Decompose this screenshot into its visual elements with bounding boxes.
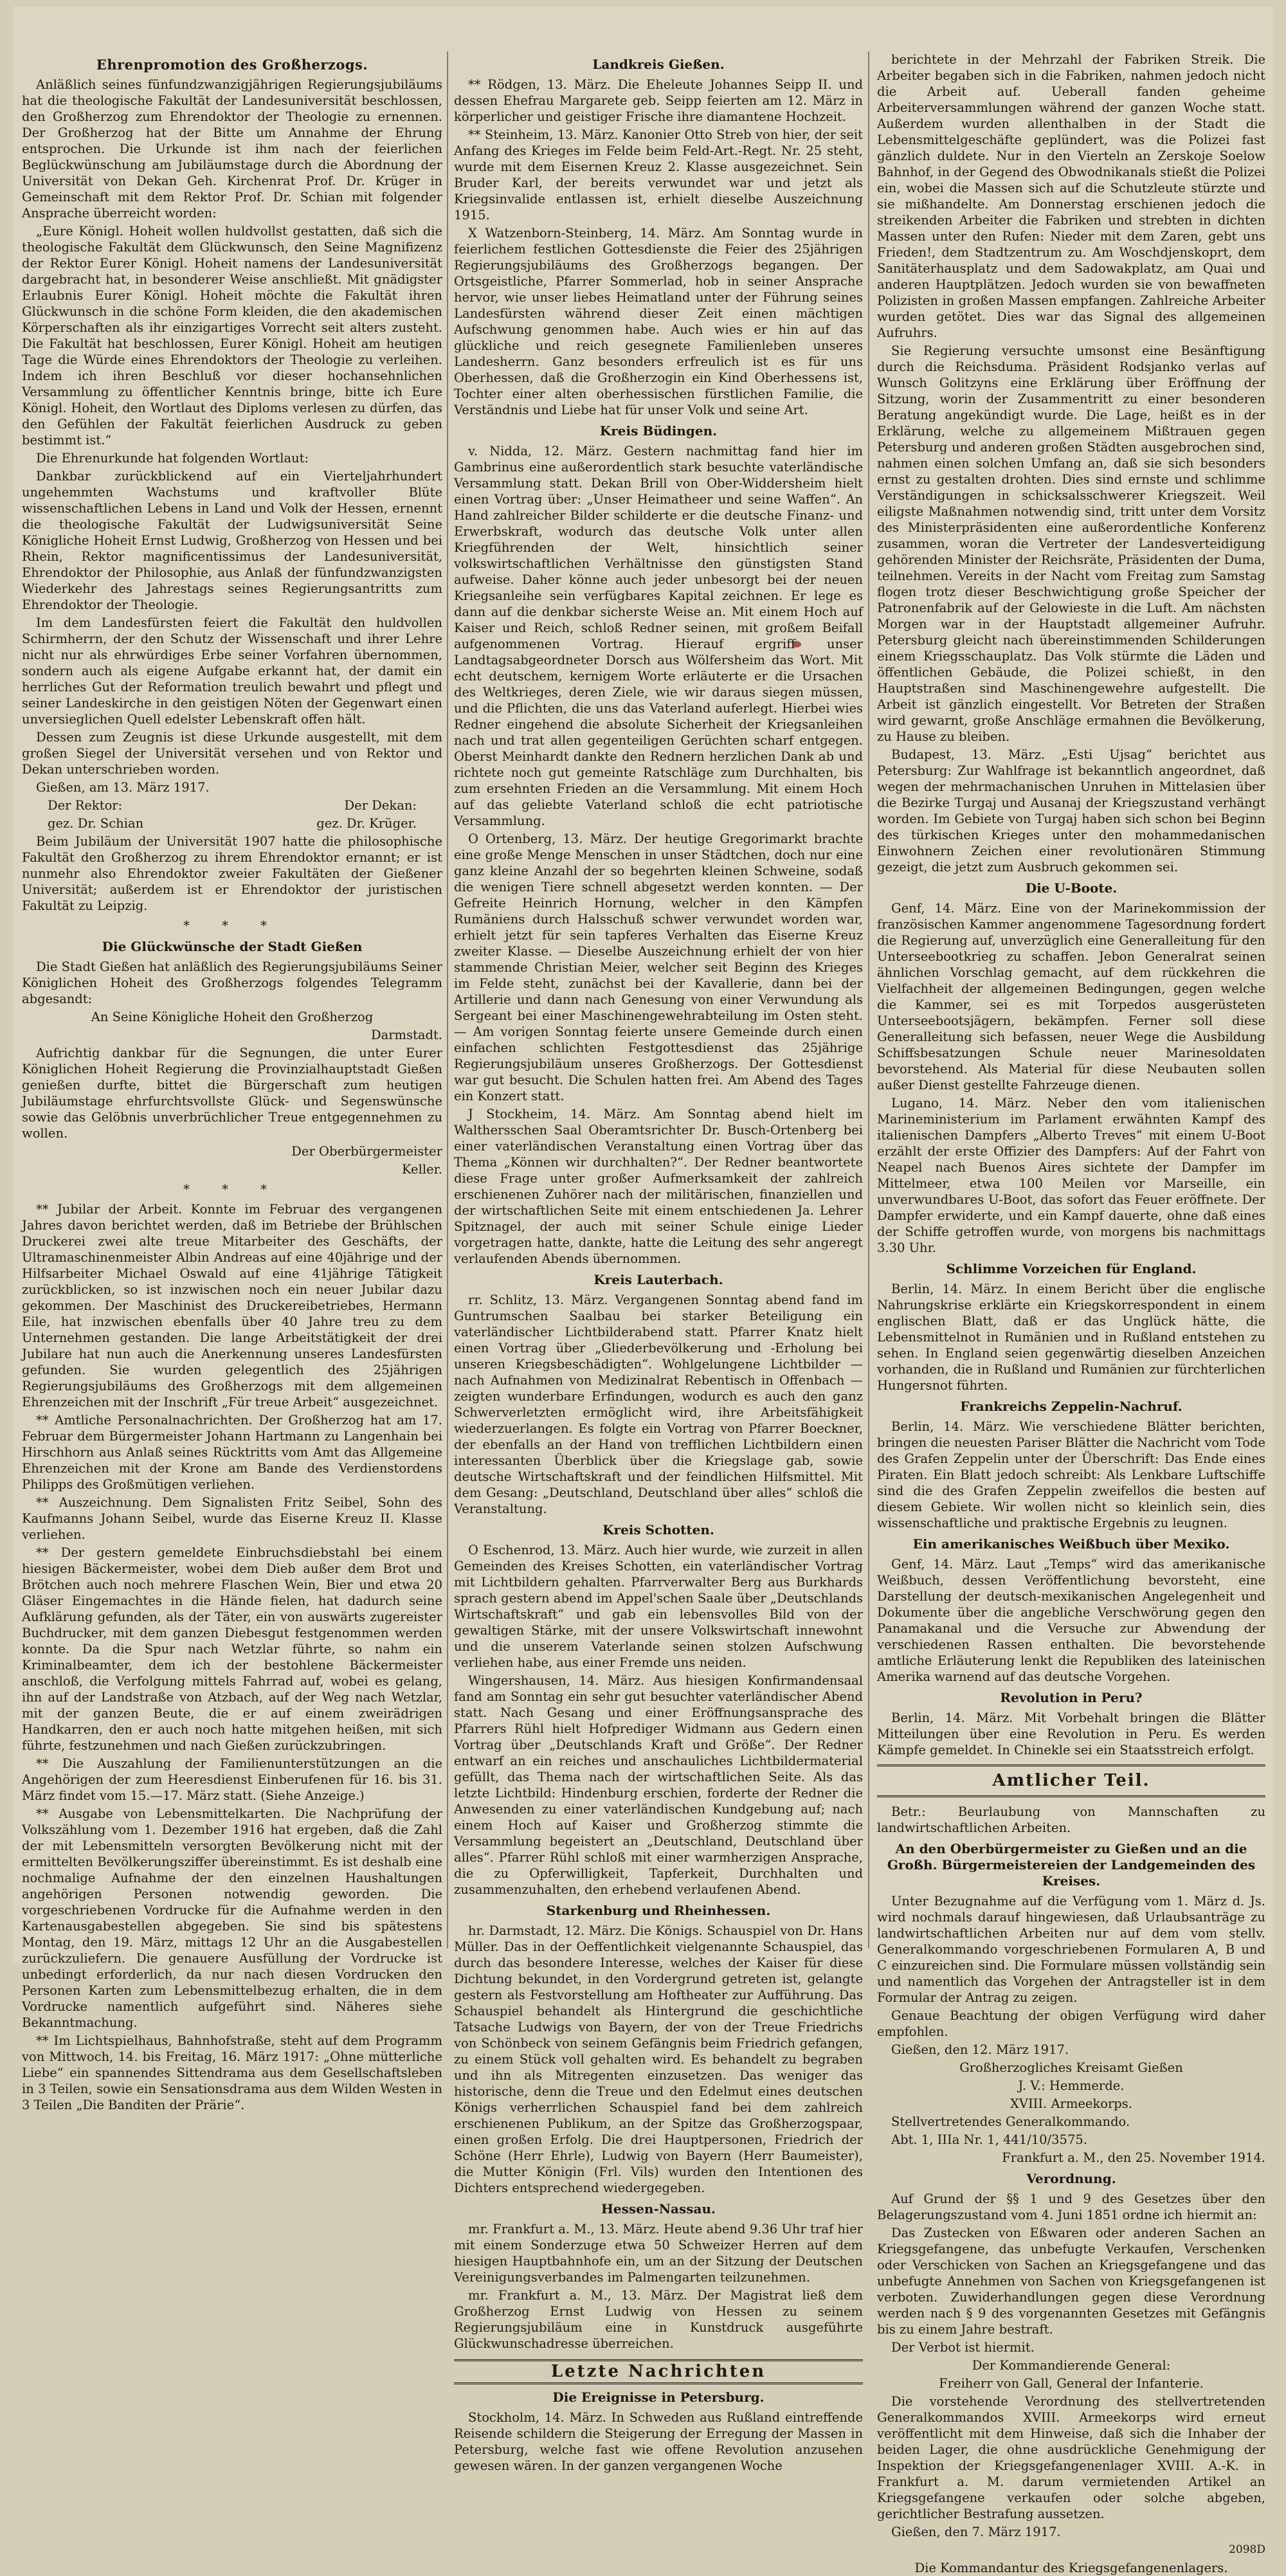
telegram-address: An Seine Königliche Hoheit den Großherzog: [91, 1010, 374, 1024]
reference-number: Abt. 1, IIIa Nr. 1, 441/10/3575.: [891, 2132, 1087, 2147]
headline-peru: Revolution in Peru?: [1000, 1690, 1143, 1705]
article-paragraph: Beim Jubiläum der Universität 1907 hatte die philosophische Fakultät den Großherzog zu ihrem Ehrendoktor ernannt; er ist nunmehr also Ehrendoktor zweier Fakultäten der Gießener Universität; außerdem ist er Ehrendoktor der juristischen Fakultät zu Leipzig.: [22, 834, 442, 913]
headline-petersburg: Die Ereignisse in Petersburg.: [552, 2390, 765, 2405]
column-3: [877, 51, 1265, 2575]
rektor-title: Der Rektor:: [48, 798, 123, 813]
headline-ehrenpromotion: Ehrenpromotion des Großherzogs.: [96, 57, 368, 73]
column-rule: [447, 51, 448, 1948]
local-news-item: v. Nidda, 12. März. Gestern nachmittag fand hier im Gambrinus eine außerordentlich stark besuchte vaterländische Versammlung statt. Dekan Brill von Ober-Widdersheim hielt einen Vortrag über: „Unser Heimatheer und seine Waffen“. An Hand zahlreicher Bilder schilderte er die deutsche Finanz- und Erwerbskraft, wodurch das deutsche Volk unter allen Kriegführenden der Welt, hinsichtlich seiner volkswirtschaftlichen Verhältnisse den günstigsten Stand aufweise. Daher könne auch jeder unbesorgt bei der neuen Kriegsanleihe sein verfügbares Kapital zeichnen. Er lege es dann auf die denkbar sicherste Weise an. Mit einem Hoch auf Kaiser und Reich, schloß Redner seinen, mit großem Beifall aufgenommenen Vortrag. Hierauf ergriff unser Landtagsabgeordneter Dorsch aus Wölfersheim das Wort. Mit echt deutschem, kernigem Worte erläuterte er die Ursachen des Weltkrieges, deren Ziele, wie wir daraus siegen müssen, und die Pflichten, die uns das Vaterland auferlegt. Hierbei wies Redner eingehend die absolute Sicherheit der Kriegsanleihen nach und trat allen gegenteiligen Gerüchten scharf entgegen. Oberst Meinhardt dankte den Rednern herzlichen Dank ab und richtete noch gut gemeinte Ratschläge zum Durchhalten, bis zum ersehnten Frieden an die Versammlung. Mit einem Hoch auf das geliebte Vaterland schloß die echt patriotische Versammlung.: [454, 444, 863, 828]
local-news-item: hr. Darmstadt, 12. März. Die Königs. Schauspiel von Dr. Hans Müller. Das in der Oeffentlichkeit vielgenannte Schauspiel, das durch das besondere Interesse, welches der Kaiser für diese Dichtung bekundet, in den Vordergrund getreten ist, gelangte gestern als Festvorstellung am Hoftheater zur Aufführung. Das Schauspiel behandelt als Hintergrund die geschichtliche Tatsache Ludwigs von Bayern, der von der Treue Friedrichs von Schönbeck von seinem Gefängnis beim Friedrich gefangen, zu einem Stück voll gehalten wird. Es behandelt zu begraben und ihn als Mitregenten einzusetzen. Das weniger das historische, denn die Treue und den Edelmut eines deutschen Königs verherrlichen Schauspiel fand bei dem zahlreich erschienenen Publikum, an der Spitze das Großherzogspaar, einen großen Erfolg. Die drei Hauptpersonen, Friedrich der Schöne (Herr Ehrle), Ludwig von Bayern (Herr Baumeister), die Mutter Königin (Frl. Vils) wurden den Intentionen des Dichters entsprechend wiedergegeben.: [454, 1923, 863, 2195]
headline-u-boote: Die U-Boote.: [1025, 880, 1118, 896]
local-news-item: ** Amtliche Personalnachrichten. Der Großherzog hat am 17. Februar dem Bürgermeister Johann Hartmann zu Langenhain bei Hirschhorn aus Anlaß seines Rücktritts vom Amt das Allgemeine Ehrenzeichen mit der Krone am Bande des Verdienstordens Philipps des Großmütigen verliehen.: [22, 1413, 442, 1492]
local-news-item: ** Ausgabe von Lebensmittelkarten. Die Nachprüfung der Volkszählung vom 1. Dezember 1916 hat ergeben, daß die Zahl der mit Lebensmitteln versorgten Bevölkerung nicht mit der ermittelten Bevölkerungsziffer übereinstimmt. Es ist deshalb eine nochmalige Aufnahme der den einzelnen Haushaltungen angehörigen Personen notwendig geworden. Die vorgeschriebenen Vordrucke für die Aufnahme werden in den Kartenausgabestellen abgegeben. Sie sind bis spätestens Montag, den 19. März, mittags 12 Uhr an die Ausgabestellen zurückzuliefern. Die genauere Ausfüllung der Vordrucke ist unbedingt erforderlich, da nur nach diesen Vordrucken den Personen Karten zum Lebensmittelbezug erhalten, die in dem Vordrucke namentlich aufgeführt sind. Näheres siehe Bekanntmachung.: [22, 1806, 442, 2030]
certificate-date: Gießen, am 13. März 1917.: [36, 780, 210, 795]
news-item: Genf, 14. März. Laut „Temps“ wird das amerikanische Weißbuch, dessen Veröffentlichung bevorsteht, eine Darstellung der deutsch-mexikanischen Angelegenheit und Dokumente über die angebliche Verschwörung gegen den Panamakanal und die Versuche zur Abwendung der verschiedenen Rassen enthalten. Die bevorstehende amtliche Erläuterung lenkt die Republiken des lateinischen Amerika warnend auf das deutsche Vorgehen.: [877, 1557, 1265, 1684]
local-news-item: ** Auszeichnung. Dem Signalisten Fritz Seibel, Sohn des Kaufmanns Johann Seibel, wurde das Eiserne Kreuz II. Klasse verliehen.: [22, 1495, 442, 1542]
news-item: Stockholm, 14. März. In Schweden aus Rußland eintreffende Reisende schildern die Steigerung der Erregung der Massen in Petersburg, welche fast wie offene Revolution anzusehen gewesen wären. In der ganzen vergangenen Woche: [454, 2410, 863, 2473]
decree-date: Gießen, den 7. März 1917.: [891, 2525, 1061, 2539]
general-title: Der Kommandierende General:: [972, 2358, 1171, 2373]
section-stars: * * *: [183, 1182, 281, 1197]
telegram-sender-name: Keller.: [402, 1162, 442, 1177]
headline-kreis-lauterbach: Kreis Lauterbach.: [593, 1272, 723, 1287]
local-news-item: O Eschenrod, 13. März. Auch hier wurde, wie zurzeit in allen Gemeinden des Kreises Schotten, ein vaterländischer Vortrag mit Lichtbildern gehalten. Pfarrverwalter Berg aus Burkhards sprach gestern abend im Appel'schen Saale über „Deutschlands Wirtschaftskraft“ und gab ein lebensvolles Bild von der gewaltigen Stärke, mit der unsere Volkswirtschaft innewohnt und die unserem Vaterlande seinen stolzen Aufschwung verliehen habe, aus einer Fremde uns neiden.: [454, 1543, 863, 1670]
headline-england: Schlimme Vorzeichen für England.: [946, 1261, 1197, 1276]
signature-names: [22, 815, 442, 831]
headline-landkreis-giessen: Landkreis Gießen.: [592, 57, 725, 72]
headline-starkenburg: Starkenburg und Rheinhessen.: [546, 1903, 771, 1918]
official-authority: Großherzogliches Kreisamt Gießen: [959, 2060, 1183, 2075]
section-divider: [877, 1764, 1265, 1766]
general-name: Freiherr von Gall, General der Infanterie.: [939, 2376, 1204, 2391]
local-news-item: ** Im Lichtspielhaus, Bahnhofstraße, steht auf dem Programm von Mittwoch, 14. bis Freitag, 16. März 1917: „Ohne mütterliche Liebe“ ein spannendes Sittendrama aus dem Gesellschaftsleben in 3 Teilen, sowie ein Sensationsdrama aus dem Wilden Westen in 3 Teilen „Die Banditen der Prärie“.: [22, 2033, 442, 2112]
headline-verordnung: Verordnung.: [1026, 2171, 1116, 2186]
speech-paragraph: „Eure Königl. Hoheit wollen huldvollst gestatten, daß sich die theologische Fakultät dem Glückwunsch, den Seine Magnifizenz der Rektor Eurer Königl. Hoheit namens der Landesuniversität dargebracht hat, in besonderer Weise anschließt. Mit gnädigster Erlaubnis Eurer Königl. Hoheit möchte die Fakultät ihren Glückwunsch in die schöne Form kleiden, die den akademischen Körperschaften als ihr einzigartiges Vorrecht seit alters zusteht. Die Fakultät hat beschlossen, Eurer Königl. Hoheit am heutigen Tage die Würde eines Ehrendoktors der Theologie zu verleihen. Indem ich ihren Beschluß vor dieser hochansehnlichen Versammlung zu öffentlicher Kenntnis bringe, bitte ich Eure Königl. Hoheit, den Wortlaut des Diploms verlesen zu dürfen, das den Gefühlen der Fakultät feierlichen Ausdruck zu geben bestimmt ist.“: [22, 224, 442, 448]
headline-glueckwuensche: Die Glückwünsche der Stadt Gießen: [102, 939, 363, 954]
official-text: Unter Bezugnahme auf die Verfügung vom 1. März d. Js. wird nochmals darauf hingewiesen, daß Urlaubsanträge zu landwirtschaftlichen Arbeiten nur auf dem vom stellv. Generalkommando vorgeschriebenen Formularen A, B und C einzureichen sind. Die Formulare müssen vollständig sein und namentlich das Vorgehen der Antragsteller ist in dem Formular der Antrag zu zeigen.: [877, 1894, 1265, 2005]
rektor-name: gez. Dr. Schian: [48, 816, 144, 831]
news-item: Berlin, 14. März. Wie verschiedene Blätter berichten, bringen die neuesten Pariser Blätter die Nachricht vom Tode des Grafen Zeppelin unter der Überschrift: Das Ende eines Piraten. Ein Blatt jedoch schreibt: Als Lenkbare Luftschiffe sind die des Grafen Zeppelin zweifellos die besten auf diesem Gebiete. Wir wollen nicht so kleinlich sein, dies wissenschaftliche und praktische Ergebnis zu leugnen.: [877, 1419, 1265, 1530]
official-addressee: An den Oberbürgermeister zu Gießen und an die Großh. Bürgermeistereien der Landgemeinden des Kreises.: [887, 1841, 1256, 1889]
dekan-name: gez. Dr. Krüger.: [316, 816, 417, 831]
article-paragraph: Die Stadt Gießen hat anläßlich des Regierungsjubiläums Seiner Königlichen Hoheit des Großherzogs folgendes Telegramm abgesandt:: [22, 959, 442, 1006]
column-2: [454, 51, 863, 2473]
decree-text: Die vorstehende Verordnung des stellvertretenden Generalkommandos XVIII. Armeekorps wird erneut veröffentlicht mit dem Hinweise, daß sich die Inhaber der beiden Lager, die ohne ausdrückliche Genehmigung der Inspektion der Kriegsgefangenenlager XVIII. A.-K. in Frankfurt a. M. darum vermietenden Artikel an Kriegsgefangene verkaufen oder solche abgeben, gerichtlicher Bestrafung aussetzen.: [877, 2394, 1265, 2521]
corps-title: XVIII. Armeekorps.: [1010, 2096, 1132, 2111]
news-item: Budapest, 13. März. „Esti Ujsag“ berichtet aus Petersburg: Zur Wahlfrage ist bekanntlich angeordnet, daß wegen der mehrmachanischen Unruhen in Mittelasien über die Bezirke Turgaj und Ausanaj der Kriegszustand verhängt worden. Im Gebiete von Turgaj haben sich schon bei Beginn des türkischen Krieges unter den mohammedanischen Einwohnern Zeichen einer revolutionären Stimmung gezeigt, die jetzt zum Ausbruch gekommen sei.: [877, 747, 1265, 875]
news-item: berichtete in der Mehrzahl der Fabriken Streik. Die Arbeiter begaben sich in die Fabriken, nahmen jedoch nicht die Arbeit auf. Ueberall fanden geheime Arbeiterversammlungen während der ganzen Woche statt. Außerdem wurden allenthalben in der Stadt die Lebensmittelgeschäfte geplündert, was die Polizei fast gänzlich duldete. Nur in den Vierteln an Zerskoje Soelow Bahnhof, in der Gegend des Obwodnikanals stießt die Polizei ein, wobei die Massen sich auf die Schutzleute stürzte und sie mißhandelte. Am Donnerstag erschienen jedoch die streikenden Arbeiter die Fabriken und strebten in dichten Massen unter den Rufen: Nieder mit dem Zaren, gebt uns Frieden!, dem Stadtzentrum zu. Am Woschdjenskoprt, dem Sanitäterhausplatz und dem Sadowakplatz, am Quai und anderen Hauptplätzen. Jedoch wurden sie von bewaffneten Polizisten in großen Massen empfangen. Zahlreiche Arbeiter wurden getötet. Dies war das Signal des allgemeinen Aufruhrs.: [877, 52, 1265, 340]
column-1: [22, 51, 442, 2112]
official-subject: Betr.: Beurlaubung von Mannschaften zu landwirtschaftlichen Arbeiten.: [877, 1804, 1265, 1835]
decree-date: Frankfurt a. M., den 25. November 1914.: [1002, 2150, 1265, 2165]
headline-kreis-buedingen: Kreis Büdingen.: [599, 423, 718, 439]
news-item: Genf, 14. März. Eine von der Marinekommission der französischen Kammer angenommene Tagesordnung fordert die Regierung auf, unverzüglich eine Generalleitung für den Unterseebootkrieg zu schaffen. Jebon Generalrat seinen ähnlichen Vorschlag gemacht, auf dem rückkehren die Vielfachheit der allgemeinen Bedingungen, gegen welche die Kammer, sei es mit Torpedos ausgerüsteten Unterseebootsjägern, bekämpfen. Ferner soll diese Generalleitung sich befassen, neuer Wege die Ausbildung Schiffsbesatzungen Schule neuer Marinesoldaten bevorstehend. Als Material für diese Neubauten sollen außer Dienst gestellte Fahrzeuge dienen.: [877, 901, 1265, 1093]
decree-text: Das Zustecken von Eßwaren oder anderen Sachen an Kriegsgefangene, das unbefugte Verkaufen, Verschenken oder Verschicken von Sachen an Kriegsgefangene und das unbefugte Annehmen von Sachen von Kriegsgefangenen ist verboten. Zuwiderhandlungen gegen diese Verordnung werden nach § 9 des vorgenannten Gesetzes mit Gefängnis bis zu einem Jahre bestraft.: [877, 2226, 1265, 2337]
signature-titles: [22, 797, 442, 813]
local-news-item: ** Rödgen, 13. März. Die Eheleute Johannes Seipp II. und dessen Ehefrau Margarete geb. Seipp feierten am 12. März in körperlicher und geistiger Frische ihre diamantene Hochzeit.: [454, 77, 863, 124]
telegram-text: Aufrichtig dankbar für die Segnungen, die unter Eurer Königlichen Hoheit Regierung die Provinzialhauptstadt Gießen genießen durfte, bittet die Bürgerschaft zum heutigen Jubiläumstage ehrfurchtsvollste Glück- und Segenswünsche sowie das Gelöbnis unverbrüchlicher Treue entgegennehmen zu wollen.: [22, 1046, 442, 1141]
local-news-item: ** Der gestern gemeldete Einbruchsdiebstahl bei einem hiesigen Bäckermeister, wobei dem Dieb außer dem Brot und Brötchen auch noch mehrere Flaschen Wein, Bier und etwa 20 Gläser Eingemachtes in die Hände fielen, hat dadurch seine Aufklärung gefunden, als der Täter, ein von auswärts zugereister Buchdrucker, mit dem ganzen Diebesgut festgenommen werden konnte. Da die Spur nach Wetzlar führte, so nahm ein Kriminalbeamter, dem ich der bestohlene Bäckermeister anschloß, die Verfolgung mittels Fahrrad auf, wobei es gelang, ihn auf der Landstraße von Atzbach, auf der Weg nach Wetzlar, mit der ganzen Beute, die er auf einem zweirädrigen Handkarren, den er auch noch hatte mitgehen heißen, mit sich führte, festzunehmen und nach Gießen zurückzubringen.: [22, 1545, 442, 1753]
column-rule: [868, 51, 869, 1948]
official-signature: J. V.: Hemmerde.: [1018, 2078, 1125, 2093]
headline-zeppelin: Frankreichs Zeppelin-Nachruf.: [960, 1399, 1182, 1414]
headline-hessen-nassau: Hessen-Nassau.: [601, 2201, 716, 2217]
local-news-item: mr. Frankfurt a. M., 13. März. Heute abend 9.36 Uhr traf hier mit einem Sonderzuge etwa 50 Schweizer Herren auf dem hiesigen Hauptbahnhofe ein, um an der Sitzung der Deutschen Vereinigungsverbandes im Palmengarten teilzunehmen.: [454, 2222, 863, 2285]
local-news-item: Wingershausen, 14. März. Aus hiesigen Konfirmandensaal fand am Sonntag ein sehr gut besuchter vaterländischer Abend statt. Nach Gesang und einer Eröffnungsansprache des Pfarrers Rühl hielt Hofprediger Widmann aus Gedern einen Vortrag über „Deutschlands Kraft und Größe“. Der Redner entwarf an ein reiches und anschauliches Lichtbildermaterial gefüllt, das Thema nach der wirtschaftlichen Seite. Als das letzte Lichtbild: Hindenburg erschien, forderte der Redner die Anwesenden zu einer vaterländischen Kundgebung auf; nach einem Hoch auf Kaiser und Großherzog stimmte die Versammlung begeistert an „Deutschland, Deutschland über alles“. Pfarrer Rühl schloß mit einer warmherzigen Ansprache, die zu Opferwilligkeit, Tapferkeit, Durchhalten und zusammenzuhalten, den erhebend verlaufenen Abend.: [454, 1673, 863, 1897]
official-text: Genaue Beachtung der obigen Verfügung wird daher empfohlen.: [877, 2008, 1265, 2039]
headline-amtlicher-teil: Amtlicher Teil.: [992, 1771, 1150, 1790]
command-title: Stellvertretendes Generalkommando.: [891, 2114, 1130, 2129]
local-news-item: ** Die Auszahlung der Familienunterstützungen an die Angehörigen der zum Heeresdienst Einberufenen für 16. bis 31. März findet vom 15.—17. März statt. (Siehe Anzeige.): [22, 1756, 442, 1803]
local-news-item: O Ortenberg, 13. März. Der heutige Gregorimarkt brachte eine große Menge Menschen in unser Städtchen, doch nur eine ganz kleine Anzahl der so begehrten kleinen Schweine, sodaß die wenigen Tiere schnell abgesetzt werden konnten. — Der Gefreite Heinrich Hornung, welcher in den Kämpfen Rumäniens durch Halsschuß schwer verwundet worden war, erhielt jetzt für sein tapferes Verhalten das Eiserne Kreuz zweiter Klasse. — Dieselbe Auszeichnung erhielt der von hier stammende Christian Meier, welcher seit Beginn des Krieges im Felde steht, zunächst bei der Kavallerie, dann bei der Artillerie und dann nach Genesung von einer Verwundung als Sergeant bei einer Maschinengewehrabteilung im Osten steht. — Am vorigen Sonntag feierte unsere Gemeinde durch einen einfachen schlichten Festgottesdienst das 25jährige Regierungsjubiläum unseres Großherzogs. Der Gottesdienst war gut besucht. Die Schulen hatten frei. Am Abend des Tages ein Konzert statt.: [454, 831, 863, 1103]
news-item: Berlin, 14. März. Mit Vorbehalt bringen die Blätter Mitteilungen über eine Revolution in Peru. Es werden Kämpfe gemeldet. In Chinekle sei ein Staatsstreich erfolgt.: [877, 1710, 1265, 1757]
headline-mexiko: Ein amerikanisches Weißbuch über Mexiko.: [912, 1536, 1230, 1552]
local-news-item: rr. Schlitz, 13. März. Vergangenen Sonntag abend fand im Guntrumschen Saalbau bei starker Beteiligung ein vaterländischer Lichtbilderabend statt. Pfarrer Knatz hielt einen Vortrag über „Gliederbevölkerung und -Erholung bei unseren Kriegsbeschädigten“. Wohlgelungene Lichtbilder — nach Aufnahmen von Medizinalrat Rebentisch in Offenbach — zeigten wunderbare Erfindungen, wodurch es auch den ganz Schwerverletzten ermöglicht wird, ihre Arbeitsfähigkeit wiederzuerlangen. Es folgte ein Vortrag von Pfarrer Boeckner, der ebenfalls an der Hand von trefflichen Lichtbildern einen interessanten Überblick über die Kriegslage gab, sowie deutsche Wirtschaftskraft und der feindlichen Hilfsmittel. Mit dem Gesang: „Deutschland, Deutschland über alles“ schloß die Veranstaltung.: [454, 1293, 863, 1516]
news-item: Sie Regierung versuchte umsonst eine Besänftigung durch die Reichsduma. Präsident Rodsjanko verlas auf Wunsch Golitzyns eine Erklärung über Eröffnung der Sitzung, worin der Zusammentritt zu einer besonderen Beratung angekündigt wurde. Die Lage, heißt es in der Erklärung, welche zu allgemeinem Mißtrauen gegen Petersburg und anderen großen Städten ausgebrochen sind, nahmen einen solchen Umfang an, daß sie sich besonders ernst zu gestalten drohten. Dies sind ernste und schlimme Verständigungen in schicksalsschwerer Kriegszeit. Weil eiligste Maßnahmen notwendig sind, tritt unter dem Vorsitz des Ministerpräsidenten eine außerordentliche Konferenz zusammen, woran die Vertreter der Landesverteidigung gehörenden Minister der Reichsräte, Präsidenten der Duma, teilnehmen. Vereits in der Nacht vom Freitag zum Samstag flogen trotz dieser Beschwichtigung große Speicher der Patronenfabrik auf der Gelowieste in die Luft. Am nächsten Morgen war in der Hauptstadt allgemeiner Aufruhr. Petersburg gleicht nach übereinstimmenden Schilderungen einem Kriegsschauplatz. Das Volk stürmte die Läden und öffentlichen Gebäude, die Polizei schießt, in den Hauptstraßen sind Maschinengewehre aufgestellt. Die Arbeit ist gänzlich eingestellt. Vor Betreten der Straßen wird gewarnt, große Anschläge ermahnen die Bevölkerung, zu Hause zu bleiben.: [877, 343, 1265, 744]
local-news-item: ** Jubilar der Arbeit. Konnte im Februar des vergangenen Jahres davon berichtet werden, daß im Betriebe der Brühlschen Druckerei zwei alte treue Mitarbeiter des Geschäfts, der Ultramaschinenmeister Albin Andreas auf eine 40jährige und der Hilfsarbeiter Michael Oswald auf eine 41jährige Tätigkeit zurückblicken, so ist inzwischen noch ein neuer Jubilar dazu gekommen. Der Maschinist des Druckereibetriebes, Hermann Eile, hat inzwischen ebenfalls über 40 Jahre treu zu dem Unternehmen gestanden. Die lange Arbeitstätigkeit der drei Jubilare hat nun auch die Anerkennung unseres Landesfürsten gefunden. Sie wurden gelegentlich des 25jährigen Regierungsjubiläums des Großherzogs mit dem allgemeinen Ehrenzeichen mit der Inschrift „Für treue Arbeit“ ausgezeichnet.: [22, 1202, 442, 1410]
news-item: Lugano, 14. März. Neber den vom italienischen Marineministerium im Parlament erwähnten Kampf des italienischen Dampfers „Alberto Treves“ mit einem U-Boot erzählt der erste Offizier des Dampfers: Auf der Fahrt von Neapel nach Buenos Aires sichtete der Dampfer im Mittelmeer, etwa 100 Meilen vor Marseille, ein unverwundbares U-Boot, das sofort das Feuer eröffnete. Der Dampfer erwiderte, und ein Kampf dauerte, ohne daß eines der Schiffe getroffen wurde, von morgens bis nachmittags 3.30 Uhr.: [877, 1096, 1265, 1255]
section-divider: [877, 1795, 1265, 1797]
local-news-item: mr. Frankfurt a. M., 13. März. Der Magistrat ließ dem Großherzog Ernst Ludwig von Hessen zu seinem Regierungsjubiläum eine in Kunstdruck ausgeführte Glückwunschadresse überreichen.: [454, 2288, 863, 2351]
decree-signature: Die Kommandantur des Kriegsgefangenenlagers.: [914, 2561, 1228, 2575]
article-paragraph: Die Ehrenurkunde hat folgenden Wortlaut:: [36, 451, 309, 466]
headline-kreis-schotten: Kreis Schotten.: [602, 1522, 714, 1537]
newspaper-page: [13, 6, 1273, 2575]
telegram-city: Darmstadt.: [370, 1028, 442, 1042]
ad-code: 2098D: [1229, 2543, 1265, 2556]
headline-letzte-nachrichten: Letzte Nachrichten: [454, 2359, 863, 2384]
news-item: Berlin, 14. März. In einem Bericht über die englische Nahrungskrise erklärte ein Kriegskorrespondent in einem englischen Blatt, daß er das Unglück hätte, die Lebensmittelnot in Rumänien und in Rußland entstehen zu sehen. In England seien gegenwärtig dieselben Anzeichen vorhanden, die in Rußland und Rumänien zur fürchterlichen Hungersnot führten.: [877, 1282, 1265, 1393]
decree-text: Der Verbot ist hiermit.: [891, 2340, 1035, 2355]
article-paragraph: Anläßlich seines fünfundzwanzigjährigen Regierungsjubiläums hat die theologische Fakultät der Landesuniversität beschlossen, den Großherzog zum Ehrendoktor der Theologie zu ernennen. Der Großherzog hat der Bitte um Annahme der Ehrung entsprochen. Die Urkunde ist ihm nach der feierlichen Beglückwünschung am Jubiläumstage durch die Abordnung der Universität von Dekan Geh. Kirchenrat Prof. Dr. Krüger in Gemeinschaft mit dem Rektor Prof. Dr. Schian mit folgender Ansprache überreicht worden:: [22, 77, 442, 221]
certificate-text: Im dem Landesfürsten feiert die Fakultät den huldvollen Schirmherrn, der den Schutz der Wissenschaft und ihrer Lehre nicht nur als ehrwürdiges Erbe seiner Vorfahren übernommen, sondern auch als eigene Aufgabe erkannt hat, der damit ein herrliches Gut der Reformation treulich bewahrt und pflegt und seiner Landeskirche in den geistigen Nöten der Gegenwart einen unversieglichen Quell edelster Lebenskraft offen hält.: [22, 615, 442, 727]
certificate-text: Dessen zum Zeugnis ist diese Urkunde ausgestellt, mit dem großen Siegel der Universität versehen und von Rektor und Dekan unterschrieben worden.: [22, 730, 442, 777]
section-stars: * * *: [183, 918, 281, 933]
certificate-text: Dankbar zurückblickend auf ein Vierteljahrhundert ungehemmten Wachstums und kraftvoller Blüte wissenschaftlichen Lebens in Land und Volk der Hessen, ernennt die theologische Fakultät der Ludwigsuniversität Seine Königliche Hoheit Ernst Ludwig, Großherzog von Hessen und bei Rhein, Rektor magnificentissimus der Landesuniversität, Ehrendoktor der Philosophie, aus Anlaß der fünfundzwanzigsten Wiederkehr des Jahrestags seines Regierungsantritts zum Ehrendoktor der Theologie.: [22, 469, 442, 612]
telegram-sender-title: Der Oberbürgermeister: [291, 1144, 442, 1159]
local-news-item: X Watzenborn-Steinberg, 14. März. Am Sonntag wurde in feierlichem festlichen Gottesdienste die Feier des 25jährigen Regierungsjubiläums des Großherzogs begangen. Der Ortsgeistliche, Pfarrer Sommerlad, hob in seiner Ansprache hervor, wie unser liebes Heimatland unter der Führung seines Landesfürsten während dieser Zeit einen mächtigen Aufschwung genommen habe. Auch wies er hin auf das glückliche und reich gesegnete Familienleben unseres Landesherrn. Ganz besonders erfreulich ist es für uns Oberhessen, daß die Großherzogin ein Kind Oberhessens ist, Tochter einer alten oberhessischen fürstlichen Familie, die Verständnis und Liebe hat für unser Volk und seine Art.: [454, 226, 863, 417]
dekan-title: Der Dekan:: [344, 798, 417, 813]
official-date: Gießen, den 12. März 1917.: [891, 2042, 1069, 2057]
decree-text: Auf Grund der §§ 1 und 9 des Gesetzes über den Belagerungszustand vom 4. Juni 1851 ordne ich hiermit an:: [877, 2191, 1265, 2222]
local-news-item: J Stockheim, 14. März. Am Sonntag abend hielt im Walthersschen Saal Oberamtsrichter Dr. Busch-Ortenberg bei einer vaterländischen Veranstaltung einen Vortrag über das Thema „Können wir durchhalten?“. Der Redner beantwortete diese Frage unter großer Aufmerksamkeit der zahlreich erschienenen Zuhörer nach der militärischen, finanziellen und der wirtschaftlichen Seite mit einem entschiedenen Ja. Lehrer Spitznagel, der auch mit seiner Schule einige Lieder vorgetragen hatte, dankte, hatte die Leitung des sehr angeregt verlaufenden Abends übernommen.: [454, 1107, 863, 1266]
local-news-item: ** Steinheim, 13. März. Kanonier Otto Streb von hier, der seit Anfang des Krieges im Felde beim Feld-Art.-Regt. Nr. 25 steht, wurde mit dem Eisernen Kreuz 2. Klasse ausgezeichnet. Sein Bruder Karl, der bereits verwundet war und jetzt als Kriegsinvalide entlassen ist, erhielt dieselbe Auszeichnung 1915.: [454, 127, 863, 222]
